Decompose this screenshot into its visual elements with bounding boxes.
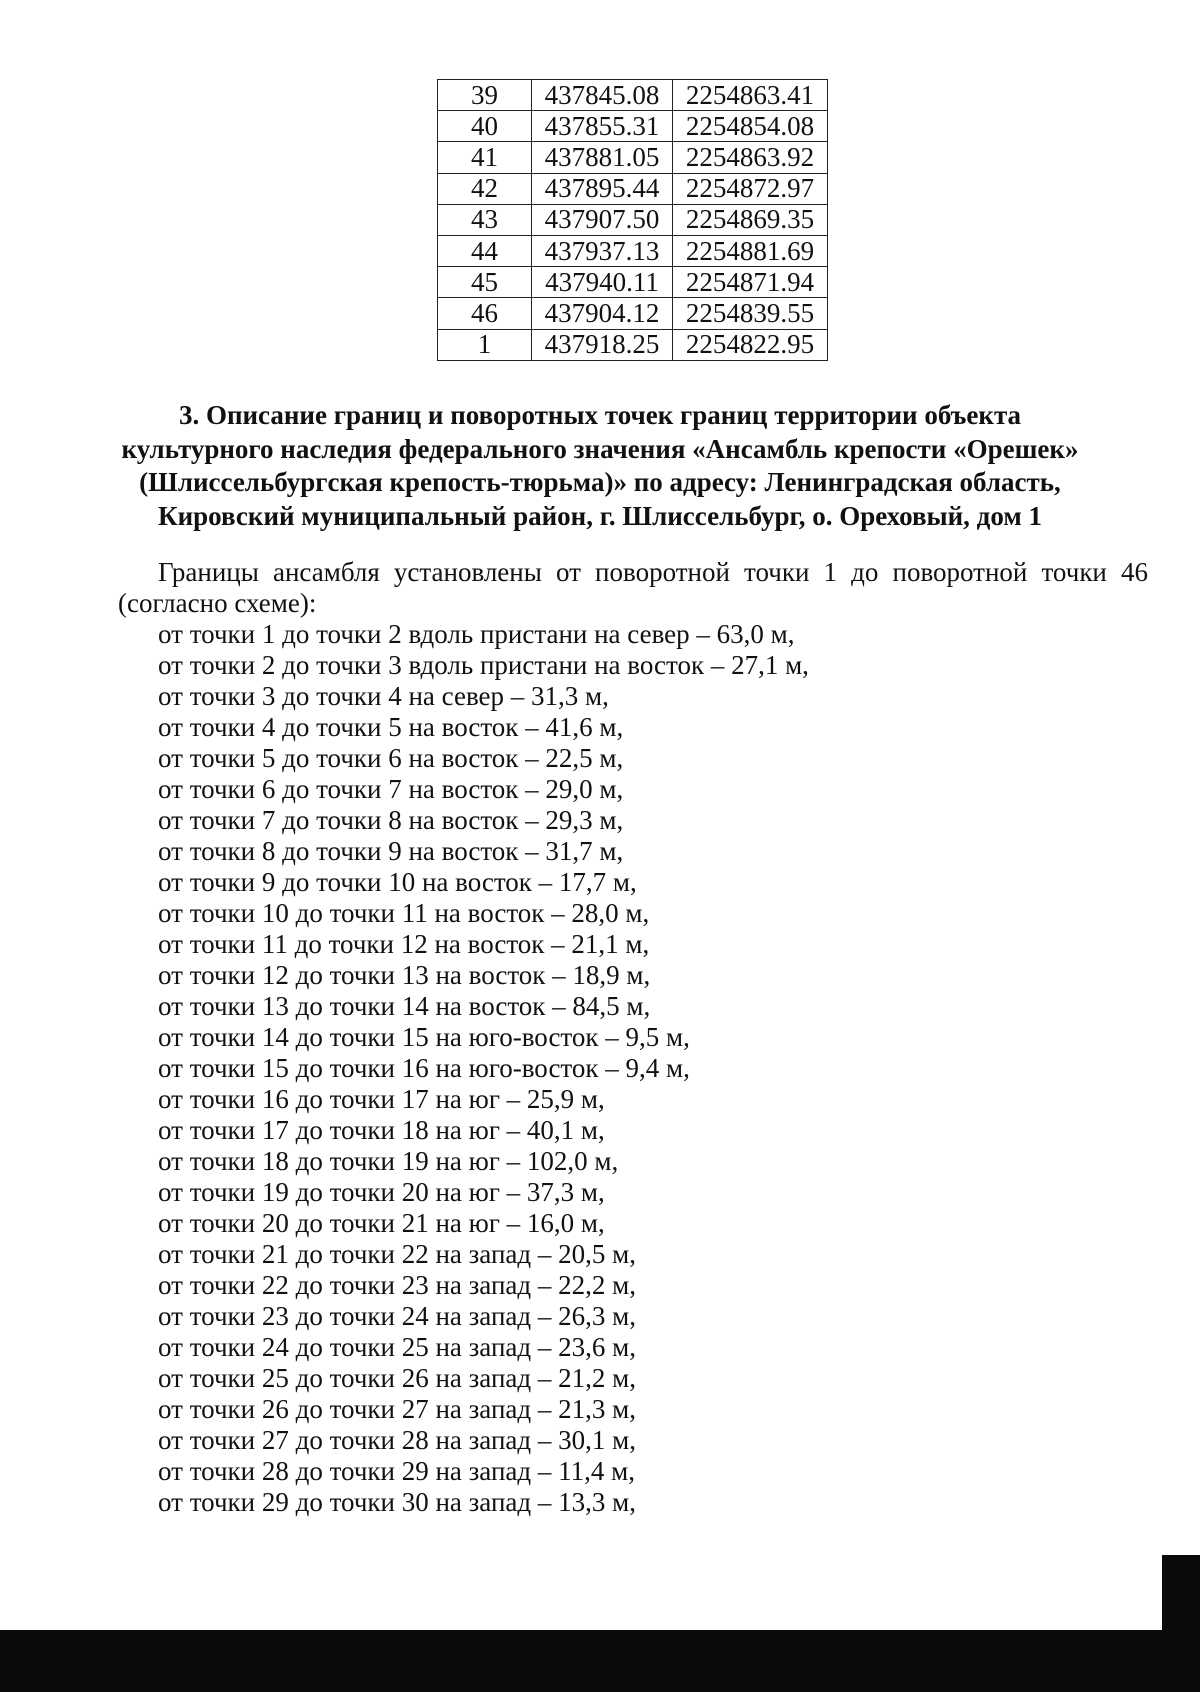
list-item: от точки 23 до точки 24 на запад – 26,3 м, — [158, 1301, 636, 1331]
list-item: от точки 1 до точки 2 вдоль пристани на север – 63,0 м, — [158, 619, 795, 649]
x-coordinate-cell: 437918.25 — [532, 329, 673, 360]
list-item: от точки 5 до точки 6 на восток – 22,5 м, — [158, 743, 624, 773]
y-coordinate-cell: 2254881.69 — [673, 235, 828, 266]
list-item: от точки 29 до точки 30 на запад – 13,3 м, — [158, 1487, 636, 1517]
coordinates-table — [437, 79, 828, 361]
point-number-cell: 46 — [438, 298, 532, 329]
list-item: от точки 17 до точки 18 на юг – 40,1 м, — [158, 1115, 605, 1145]
point-number-cell: 41 — [438, 142, 532, 173]
table-row — [438, 204, 828, 235]
table-row — [438, 267, 828, 298]
y-coordinate-cell: 2254839.55 — [673, 298, 828, 329]
list-item: от точки 18 до точки 19 на юг – 102,0 м, — [158, 1146, 619, 1176]
y-coordinate-cell: 2254863.92 — [673, 142, 828, 173]
boundary-segments-list — [158, 619, 809, 1518]
table-row — [438, 173, 828, 204]
point-number-cell: 44 — [438, 235, 532, 266]
point-number-cell: 42 — [438, 173, 532, 204]
y-coordinate-cell: 2254871.94 — [673, 267, 828, 298]
list-item: от точки 25 до точки 26 на запад – 21,2 м, — [158, 1363, 636, 1393]
point-number-cell: 1 — [438, 329, 532, 360]
list-item: от точки 16 до точки 17 на юг – 25,9 м, — [158, 1084, 605, 1114]
list-item: от точки 3 до точки 4 на север – 31,3 м, — [158, 681, 609, 711]
list-item: от точки 6 до точки 7 на восток – 29,0 м, — [158, 774, 624, 804]
scan-bottom-border — [0, 1630, 1200, 1692]
y-coordinate-cell: 2254872.97 — [673, 173, 828, 204]
table-row — [438, 80, 828, 111]
list-item: от точки 27 до точки 28 на запад – 30,1 м, — [158, 1425, 636, 1455]
y-coordinate-cell: 2254854.08 — [673, 111, 828, 142]
x-coordinate-cell: 437937.13 — [532, 235, 673, 266]
list-item: от точки 21 до точки 22 на запад – 20,5 м, — [158, 1239, 636, 1269]
table-row — [438, 298, 828, 329]
x-coordinate-cell: 437855.31 — [532, 111, 673, 142]
list-item: от точки 11 до точки 12 на восток – 21,1 м, — [158, 929, 650, 959]
scan-edge-shadow — [1162, 1555, 1200, 1635]
list-item: от точки 12 до точки 13 на восток – 18,9 м, — [158, 960, 651, 990]
heading-line: (Шлиссельбургская крепость-тюрьма)» по адресу: Ленинградская область, — [139, 467, 1061, 497]
list-item: от точки 20 до точки 21 на юг – 16,0 м, — [158, 1208, 605, 1238]
table-row — [438, 235, 828, 266]
list-item: от точки 13 до точки 14 на восток – 84,5 м, — [158, 991, 651, 1021]
list-item: от точки 22 до точки 23 на запад – 22,2 м, — [158, 1270, 636, 1300]
list-item: от точки 15 до точки 16 на юго-восток – 9,4 м, — [158, 1053, 690, 1083]
x-coordinate-cell: 437845.08 — [532, 80, 673, 111]
section-heading — [100, 399, 1100, 533]
list-item: от точки 7 до точки 8 на восток – 29,3 м, — [158, 805, 624, 835]
table-row — [438, 111, 828, 142]
intro-paragraph: Границы ансамбля установлены от поворотной точки 1 до поворотной точки 46 (согласно схеме): — [118, 557, 1148, 618]
list-item: от точки 4 до точки 5 на восток – 41,6 м, — [158, 712, 624, 742]
list-item: от точки 2 до точки 3 вдоль пристани на восток – 27,1 м, — [158, 650, 809, 680]
list-item: от точки 8 до точки 9 на восток – 31,7 м, — [158, 836, 624, 866]
point-number-cell: 40 — [438, 111, 532, 142]
table-row — [438, 142, 828, 173]
y-coordinate-cell: 2254822.95 — [673, 329, 828, 360]
x-coordinate-cell: 437907.50 — [532, 204, 673, 235]
heading-line: Кировский муниципальный район, г. Шлиссельбург, о. Ореховый, дом 1 — [158, 500, 1042, 531]
y-coordinate-cell: 2254869.35 — [673, 204, 828, 235]
list-item: от точки 24 до точки 25 на запад – 23,6 м, — [158, 1332, 636, 1362]
point-number-cell: 45 — [438, 267, 532, 298]
list-item: от точки 9 до точки 10 на восток – 17,7 м, — [158, 867, 637, 897]
list-item: от точки 10 до точки 11 на восток – 28,0 м, — [158, 898, 650, 928]
coordinates-table-body — [438, 80, 828, 361]
table-row — [438, 329, 828, 360]
x-coordinate-cell: 437904.12 — [532, 298, 673, 329]
list-item: от точки 19 до точки 20 на юг – 37,3 м, — [158, 1177, 605, 1207]
list-item: от точки 28 до точки 29 на запад – 11,4 м, — [158, 1456, 635, 1486]
heading-line: культурного наследия федерального значения «Ансамбль крепости «Орешек» — [121, 433, 1079, 464]
x-coordinate-cell: 437881.05 — [532, 142, 673, 173]
heading-line: 3. Описание границ и поворотных точек границ территории объекта — [178, 400, 1022, 430]
x-coordinate-cell: 437940.11 — [532, 267, 673, 298]
point-number-cell: 39 — [438, 80, 532, 111]
x-coordinate-cell: 437895.44 — [532, 173, 673, 204]
point-number-cell: 43 — [438, 204, 532, 235]
list-item: от точки 14 до точки 15 на юго-восток – 9,5 м, — [158, 1022, 690, 1052]
list-item: от точки 26 до точки 27 на запад – 21,3 м, — [158, 1394, 636, 1424]
y-coordinate-cell: 2254863.41 — [673, 80, 828, 111]
